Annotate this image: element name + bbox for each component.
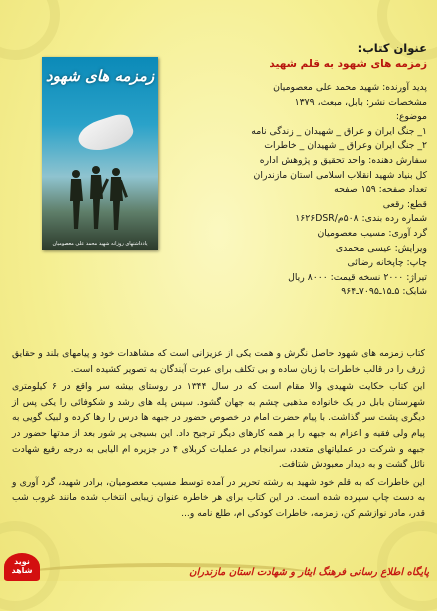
metadata-line: قطع: رقعی: [382, 198, 427, 210]
metadata-line: موضوع:: [395, 111, 427, 123]
soldiers-silhouette-icon: [62, 162, 138, 232]
metadata-line: ۱_ جنگ ایران و عراق _ شهیدان _ زندگی نامه: [251, 125, 427, 137]
site-logo-text: نوید شاهد: [11, 557, 33, 575]
book-title: زمزمه های شهود به قلم شهید: [269, 58, 427, 70]
metadata-line: مشخصات نشر: بابل، مبعث، ۱۳۷۹: [294, 96, 427, 108]
footer-banner: [0, 551, 437, 581]
decorative-corner: [0, 0, 60, 60]
metadata-line: گرد آوری: مسیب معصومیان: [317, 227, 427, 239]
metadata-line: تیراژ: ۲۰۰۰ نسخه قیمت: ۸۰۰۰ ریال: [288, 271, 427, 283]
cover-title: زمزمه های شهود: [45, 67, 155, 85]
cover-scarf-graphic: [75, 111, 137, 157]
site-logo[interactable]: [4, 553, 40, 581]
description-paragraph: کتاب زمزمه های شهود حاصل نگرش و همت یکی از عزیزانی است که مشاهدات خود و پیامهای بلند و حقایق ژرف را در قالب خاطرات با زبان ساده و بی تکلف برای عبرت آیندگان به تصویر کشیده است.: [12, 348, 425, 375]
metadata-line: ۲_ جنگ ایران وعراق _ شهیدان _ خاطرات: [264, 140, 427, 152]
metadata-line: سفارش دهنده: واحد تحقیق و پژوهش اداره: [259, 154, 427, 166]
description-paragraph: این خاطرات که به قلم خود شهید به رشته تحریر در آمده توسط مسیب معصومیان، برادر شهید، گرد آوری و به دست چاپ سپرده شده است. در این کتاب برای هر خاطره عنوان زیبایی انتخاب شده مانند غروب شب قدر، مادر نوازشم کن، زمزمه، خاطرات کودکی ام، طلع نامه و...: [12, 476, 425, 519]
description-paragraph: این کتاب حکایت شهیدی والا مقام است که در سال ۱۳۴۴ در روستای بیشه سر واقع در ۶ کیلومتری شهرستان بابل در یک خانواده مذهبی چشم به جهان گشود. سپس پله های رشد و شکوفائی را یکی پس از دیگری پشت سر گذاشت. با پیام حضرت امام در خصوص حضور در جبهه ها درس را رها کرده و لبیک گویی به پیام ولی فقیه و اعزام به جبهه را بر همه کارهای دیگر ترجیح داد. این بسیجی پر شور بعد از مدتها حضور در جبهه و شرکت در عملیاتهای متعدد، سرانجام در عملیات کربلای ۴ در جزیره ام الیابی به درجه رفیع شهادت نائل گشت و به دیدار معبودش شتافت.: [12, 381, 426, 471]
metadata-line: ویرایش: عیسی محمدی: [335, 242, 427, 254]
metadata-line: تعداد صفحه: ۱۵۹ صفحه: [334, 184, 427, 196]
footer-site-name: پایگاه اطلاع رسانی فرهنگ ایثار و شهادت استان مازندران: [189, 567, 429, 578]
metadata-line: شماره رده بندی: ۵۰۸م/۱۶۲۶DSR: [295, 213, 427, 225]
metadata-line: کل بنیاد شهید انقلاب اسلامی استان مازندران: [253, 169, 427, 181]
book-cover-image: [42, 57, 158, 250]
metadata-line: پدید آورنده: شهید محمد علی معصومیان: [273, 82, 427, 93]
book-metadata: [172, 40, 427, 300]
metadata-heading: عنوان کتاب:: [357, 41, 427, 55]
book-description: [12, 346, 425, 524]
metadata-line: چاپ: چاپخانه رضائی: [347, 257, 427, 269]
cover-subtitle: یادداشتهای روزانه شهید محمد علی معصومیان: [52, 241, 148, 247]
metadata-line: شابک: ۵ـ۱۵ـ۷۰۹۵ـ۹۶۴: [341, 286, 427, 298]
